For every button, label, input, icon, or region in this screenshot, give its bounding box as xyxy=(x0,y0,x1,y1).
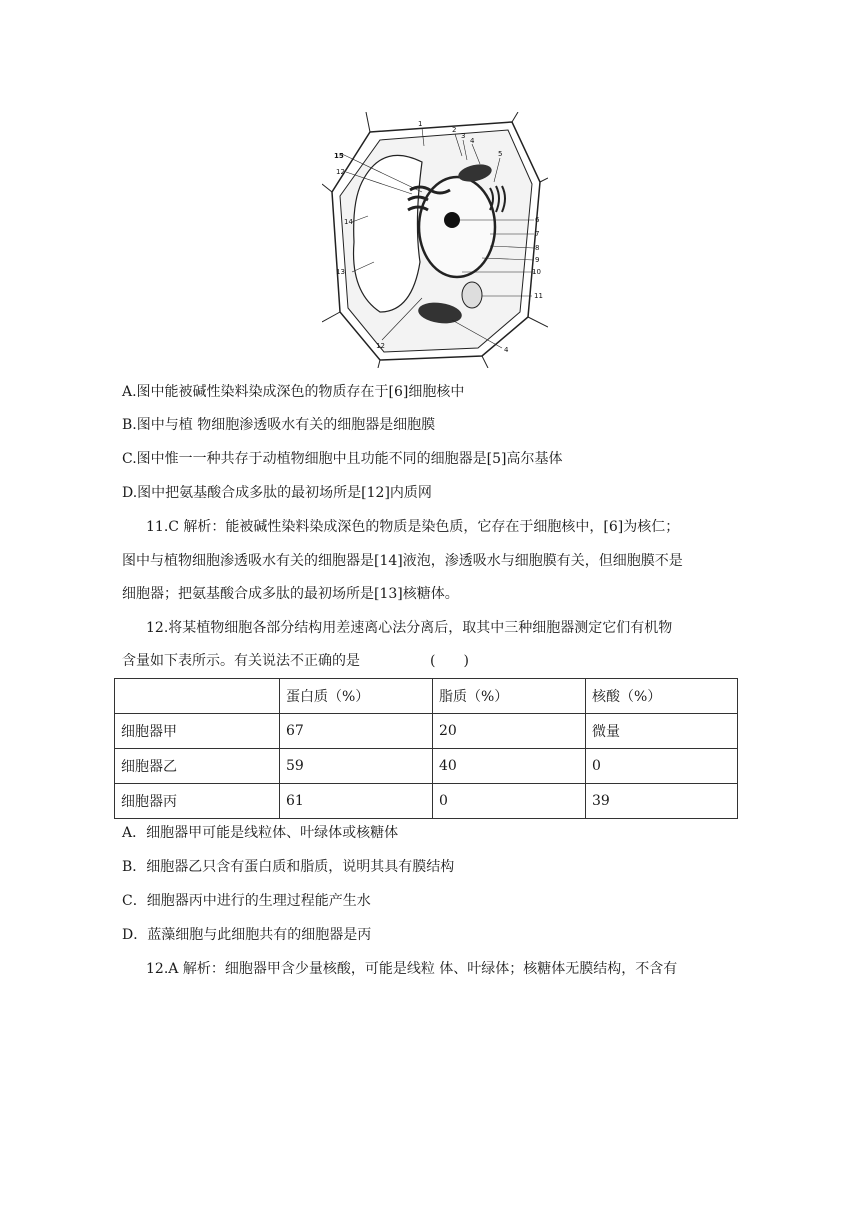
q12-stem-line-1: 12.将某植物细胞各部分结构用差速离心法分离后，取其中三种细胞器测定它们有机物 xyxy=(146,620,673,636)
table-header: 蛋白质（%） xyxy=(280,679,433,714)
label-12-bottom: 12 xyxy=(376,342,385,350)
label-10: 10 xyxy=(532,268,541,276)
q11-option-c: C.图中惟一一种共存于动植物细胞中且功能不同的细胞器是[5]高尔基体 xyxy=(122,451,563,467)
table-cell: 微量 xyxy=(586,714,738,749)
plant-cell-diagram xyxy=(322,112,548,368)
label-1: 1 xyxy=(418,120,423,128)
table-row xyxy=(115,749,738,784)
table-cell: 细胞器甲 xyxy=(115,714,280,749)
q12-stem-text: 含量如下表所示。有关说法不正确的是 xyxy=(122,653,360,669)
q12-option-c: C．细胞器丙中进行的生理过程能产生水 xyxy=(122,893,371,909)
label-13: 13 xyxy=(336,268,345,276)
q11-option-d: D.图中把氨基酸合成多肽的最初场所是[12]内质网 xyxy=(122,485,432,501)
table-row xyxy=(115,714,738,749)
q12-option-d: D．蓝藻细胞与此细胞共有的细胞器是丙 xyxy=(122,927,372,943)
table-cell: 61 xyxy=(280,784,433,819)
table-cell: 细胞器乙 xyxy=(115,749,280,784)
label-8: 8 xyxy=(535,244,540,252)
label-11: 11 xyxy=(534,292,543,300)
table-row xyxy=(115,784,738,819)
table-cell: 细胞器丙 xyxy=(115,784,280,819)
q12-answer-line: 12.A 解析：细胞器甲含少量核酸，可能是线粒 体、叶绿体；核糖体无膜结构，不含有 xyxy=(146,961,678,977)
q12-option-b: B．细胞器乙只含有蛋白质和脂质，说明其具有膜结构 xyxy=(122,859,455,875)
plant-cell-svg xyxy=(322,112,548,368)
table-cell: 67 xyxy=(280,714,433,749)
table-cell: 39 xyxy=(586,784,738,819)
label-3: 3 xyxy=(461,132,466,140)
table-cell: 0 xyxy=(433,784,586,819)
q11-answer-line-1: 11.C 解析：能被碱性染料染成深色的物质是染色质，它存在于细胞核中，[6]为核仁； xyxy=(146,519,680,535)
organelle-content-table xyxy=(114,678,738,819)
answer-blank: ( ) xyxy=(430,653,469,669)
label-12: 12 xyxy=(336,168,345,176)
table-header: 脂质（%） xyxy=(433,679,586,714)
q11-answer-line-3: 细胞器；把氨基酸合成多肽的最初场所是[13]核糖体。 xyxy=(122,586,459,602)
table-header-row xyxy=(115,679,738,714)
q12-stem-line-2 xyxy=(122,650,742,672)
table-header xyxy=(115,679,280,714)
label-14: 14 xyxy=(344,218,353,226)
q11-answer-line-2: 图中与植物细胞渗透吸水有关的细胞器是[14]液泡，渗透吸水与细胞膜有关，但细胞膜不是 xyxy=(122,553,683,569)
label-4: 4 xyxy=(470,137,475,145)
label-7: 7 xyxy=(535,230,540,238)
label-5: 5 xyxy=(498,150,503,158)
table-header: 核酸（%） xyxy=(586,679,738,714)
q11-option-a: A.图中能被碱性染料染成深色的物质存在于[6]细胞核中 xyxy=(122,384,465,400)
q12-option-a: A．细胞器甲可能是线粒体、叶绿体或核糖体 xyxy=(122,825,399,841)
table-cell: 59 xyxy=(280,749,433,784)
table-cell: 20 xyxy=(433,714,586,749)
label-6: 6 xyxy=(535,216,540,224)
label-9: 9 xyxy=(535,256,540,264)
table-cell: 40 xyxy=(433,749,586,784)
label-2: 2 xyxy=(452,126,457,134)
q11-option-b: B.图中与植 物细胞渗透吸水有关的细胞器是细胞膜 xyxy=(122,417,436,433)
label-15: 15 xyxy=(334,152,344,160)
label-4-bottom: 4 xyxy=(504,346,509,354)
table-cell: 0 xyxy=(586,749,738,784)
